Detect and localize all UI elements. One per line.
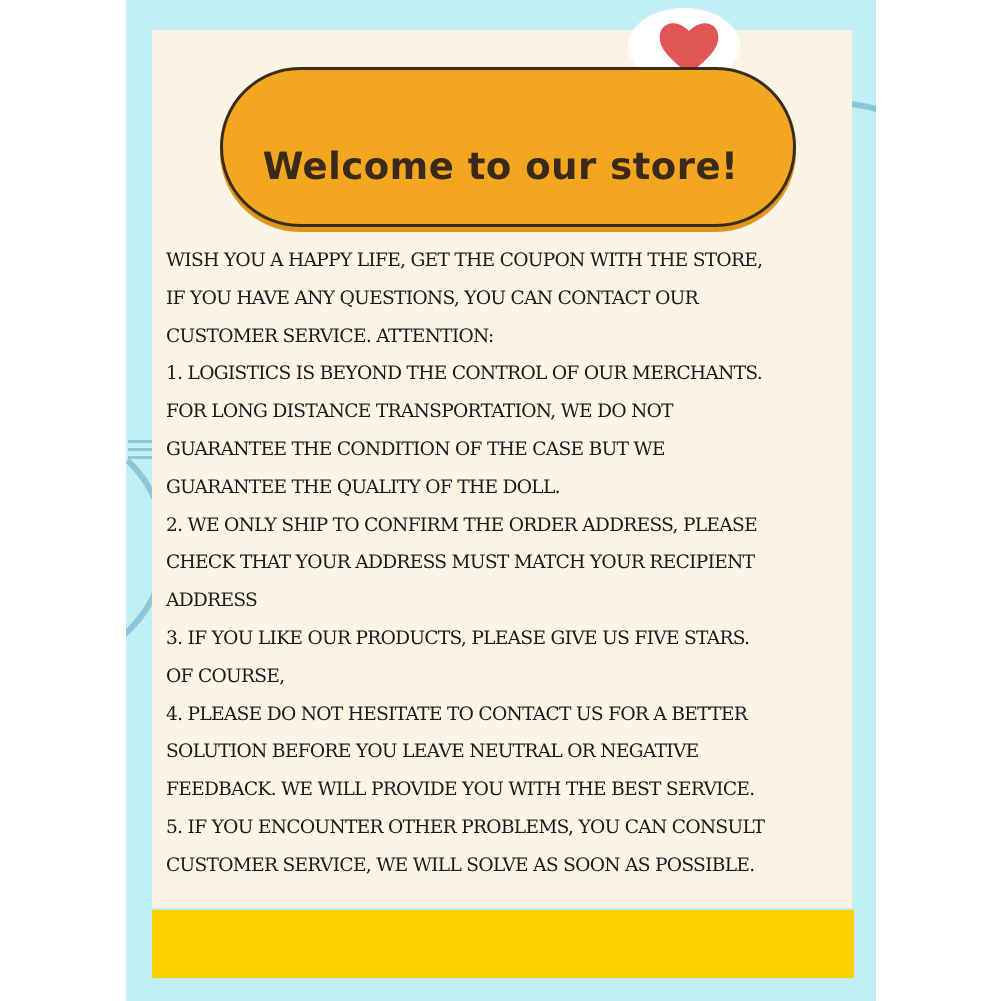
notice-line: SOLUTION BEFORE YOU LEAVE NEUTRAL OR NEGATIVE	[166, 741, 699, 763]
notice-line: WISH YOU A HAPPY LIFE, GET THE COUPON WITH THE STORE,	[166, 250, 763, 271]
notice-line: OF COURSE,	[166, 665, 285, 687]
notice-line: GUARANTEE THE CONDITION OF THE CASE BUT WE	[166, 438, 665, 460]
notice-line: CHECK THAT YOUR ADDRESS MUST MATCH YOUR RECIPIENT	[166, 552, 755, 574]
notice-line: 4. PLEASE DO NOT HESITATE TO CONTACT US FOR A BETTER	[166, 703, 748, 725]
store-notice	[166, 242, 846, 885]
notice-line: ADDRESS	[166, 590, 258, 612]
page-title: Welcome to our store!	[262, 145, 739, 188]
bottom-band	[152, 910, 854, 978]
notice-line: CUSTOMER SERVICE, WE WILL SOLVE AS SOON AS POSSIBLE.	[166, 854, 755, 876]
notice-line: FEEDBACK. WE WILL PROVIDE YOU WITH THE BEST SERVICE.	[166, 779, 755, 801]
notice-line: 1. LOGISTICS IS BEYOND THE CONTROL OF OUR MERCHANTS.	[166, 363, 762, 385]
notice-line: 2. WE ONLY SHIP TO CONFIRM THE ORDER ADDRESS, PLEASE	[166, 514, 757, 536]
notice-line: 5. IF YOU ENCOUNTER OTHER PROBLEMS, YOU CAN CONSULT	[166, 816, 765, 838]
notice-line: GUARANTEE THE QUALITY OF THE DOLL.	[166, 476, 560, 498]
notice-line: IF YOU HAVE ANY QUESTIONS, YOU CAN CONTACT OUR	[166, 287, 698, 309]
notice-line: 3. IF YOU LIKE OUR PRODUCTS, PLEASE GIVE US FIVE STARS.	[166, 627, 750, 649]
decorative-lines-left	[128, 440, 152, 443]
notice-line: FOR LONG DISTANCE TRANSPORTATION, WE DO NOT	[166, 401, 673, 423]
notice-line: CUSTOMER SERVICE. ATTENTION:	[166, 325, 494, 347]
